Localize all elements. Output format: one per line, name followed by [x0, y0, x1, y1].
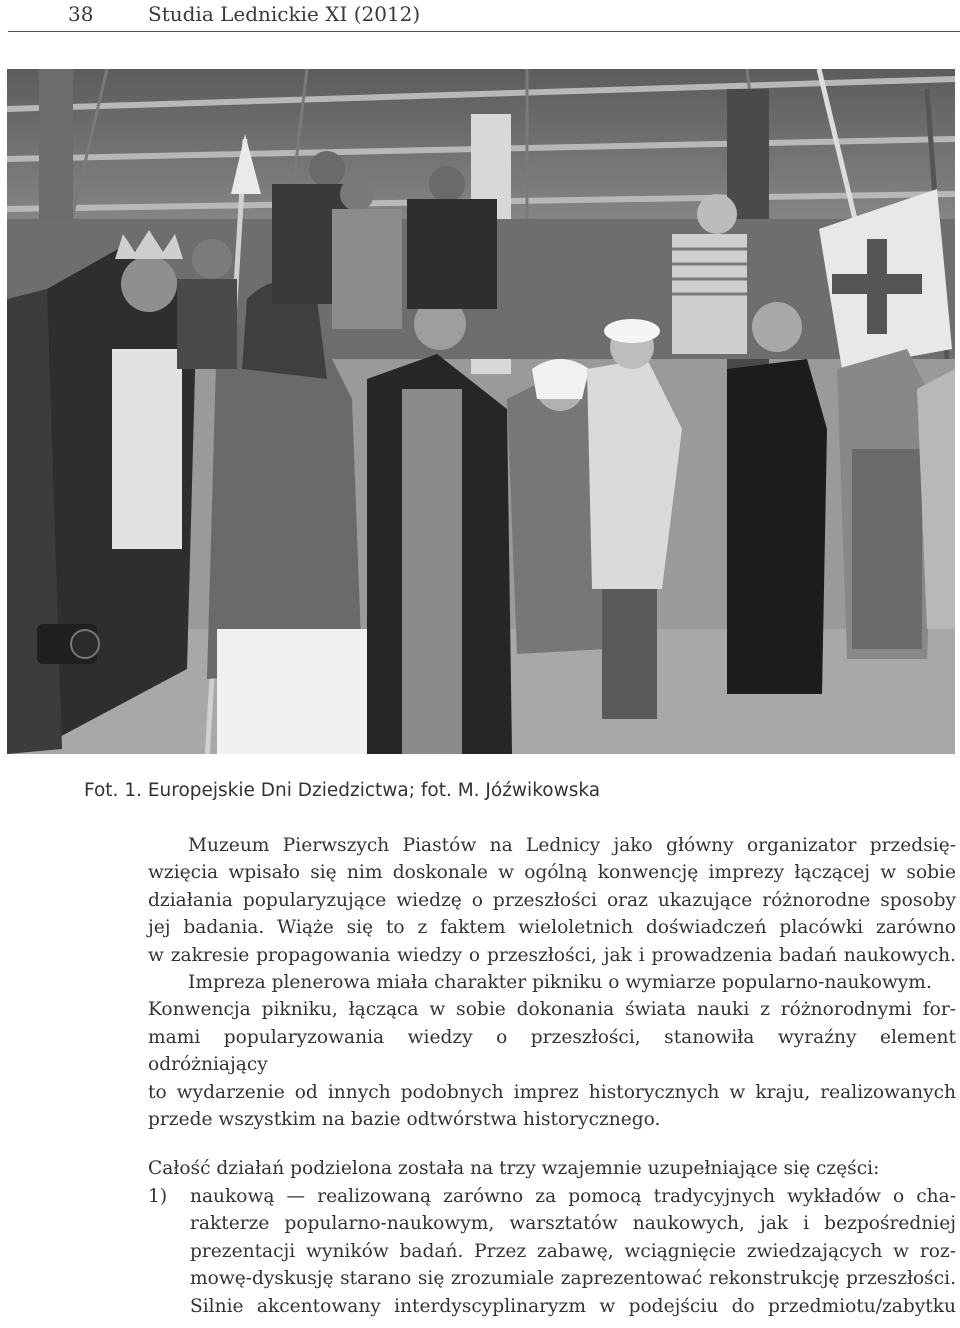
paragraph-line: Muzeum Pierwszych Piastów na Lednicy jako główny organizator przedsię-: [188, 835, 956, 856]
paragraph-1: [148, 832, 956, 1133]
figure-caption: Fot. 1. Europejskie Dni Dziedzictwa; fot. M. Jóźwikowska: [84, 780, 601, 801]
paragraph-line: Impreza plenerowa miała charakter pikniku o wymiarze popularno-naukowym.: [188, 972, 932, 994]
list-number: 1): [148, 1186, 168, 1207]
list-line: mowę-dyskusję starano się zrozumiale zaprezentować rekonstrukcję przeszłości.: [190, 1268, 956, 1290]
paragraph-line: jej badania. Wiąże się to z faktem wieloletnich doświadczeń placówki zarówno: [148, 917, 956, 939]
paragraph-line: wzięcia wpisało się nim doskonale w ogólną konwencję imprezy łączącej w sobie: [148, 862, 956, 884]
page-header: [0, 0, 960, 30]
paragraph-line: w zakresie propagowania wiedzy o przeszłości, jak i prowadzenia badań naukowych.: [148, 944, 956, 966]
list-line: prezentacji wyników badań. Przez zabawę, wciągnięcie zwiedzających w roz-: [190, 1240, 956, 1262]
photo-illustration: [7, 69, 955, 754]
paragraph-line: działania popularyzujące wiedzę o przeszłości oraz ukazujące różnorodne sposoby: [148, 889, 956, 911]
header-divider: [8, 31, 960, 32]
journal-title: Studia Lednickie XI (2012): [148, 2, 421, 26]
paragraph-line: Konwencja pikniku, łącząca w sobie dokonania świata nauki z różnorodnymi for-: [148, 999, 956, 1021]
paragraph-line: mami popularyzowania wiedzy o przeszłości, stanowiła wyraźny element odróżniający: [148, 1026, 956, 1076]
page-number: 38: [68, 2, 94, 26]
list-line: naukową — realizowaną zarówno za pomocą tradycyjnych wykładów o cha-: [190, 1186, 956, 1207]
list-line: rakterze popularno-naukowym, warsztatów naukowych, jak i bezpośredniej: [190, 1213, 956, 1235]
list-line: Silnie akcentowany interdyscyplinaryzm w podejściu do przedmiotu/zabytku: [190, 1295, 956, 1317]
photo-figure: [7, 69, 955, 754]
paragraph-2: [148, 1155, 956, 1182]
paragraph-intro: Całość działań podzielona została na trzy wzajemnie uzupełniające się części:: [148, 1158, 880, 1179]
paragraph-line: przede wszystkim na bazie odtwórstwa historycznego.: [148, 1109, 661, 1131]
paragraph-line: to wydarzenie od innych podobnych imprez historycznych w kraju, realizowanych: [148, 1081, 956, 1103]
list-item-text: [190, 1183, 956, 1320]
